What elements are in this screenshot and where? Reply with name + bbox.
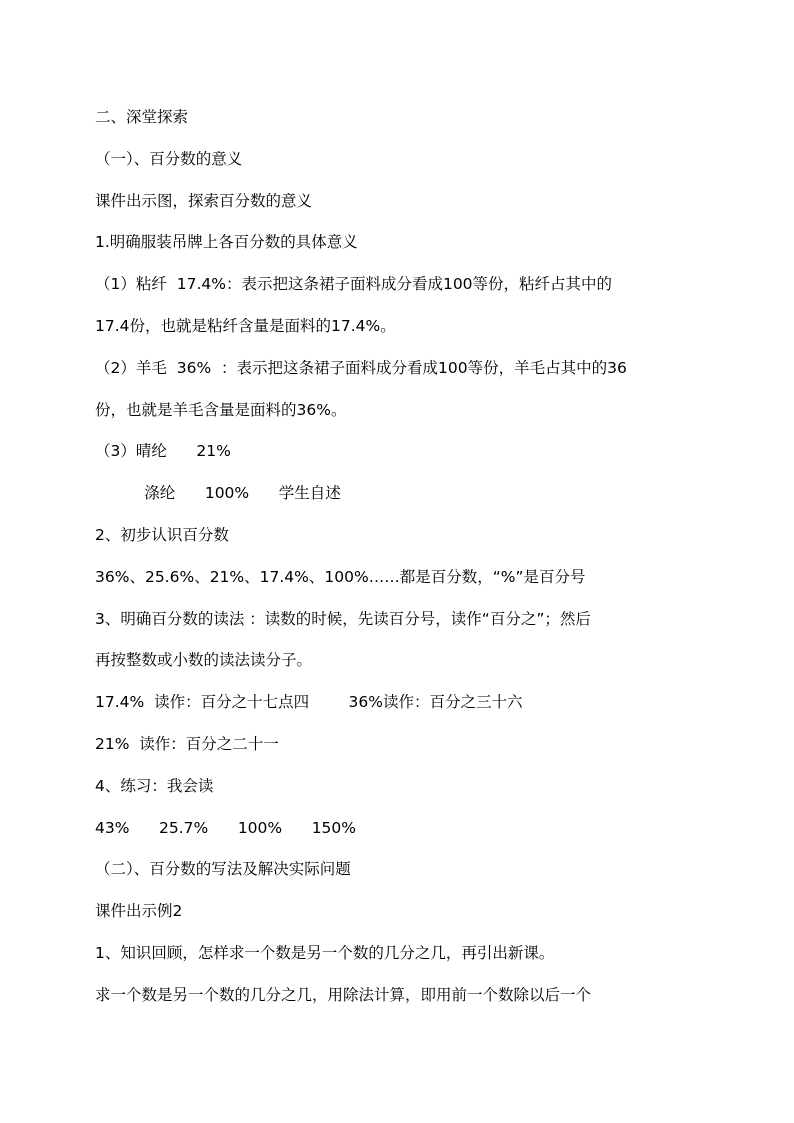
text-line: 17.4% 读作：百分之十七点四 36%读作：百分之三十六	[95, 693, 523, 712]
document-page	[95, 97, 710, 1017]
text-line: 3、明确百分数的读法 ：读数的时候，先读百分号，读作“百分之”；然后	[95, 609, 591, 628]
subsection-heading: （一）、百分数的意义	[95, 149, 243, 168]
text-line: 再按整数或小数的读法读分子。	[95, 651, 313, 670]
text-line: （1）粘纤 17.4%：表示把这条裙子面料成分看成100等份，粘纤占其中的	[95, 275, 613, 294]
text-line: 17.4份，也就是粘纤含量是面料的17.4%。	[95, 316, 396, 335]
text-line: 份，也就是羊毛含量是面料的36%。	[95, 400, 347, 419]
text-line: 1、知识回顾，怎样求一个数是另一个数的几分之几，再引出新课。	[95, 943, 555, 962]
text-line: 课件出示图，探索百分数的意义	[95, 191, 313, 210]
text-line: 4、练习：我会读	[95, 776, 214, 795]
text-line: 21% 读作：百分之二十一	[95, 734, 279, 753]
text-line: 36%、25.6%、21%、17.4%、100%……都是百分数，“%”是百分号	[95, 567, 586, 586]
text-line: （2）羊毛 36% ：表示把这条裙子面料成分看成100等份，羊毛占其中的36	[95, 358, 627, 377]
text-line: 2、初步认识百分数	[95, 525, 229, 544]
subsection-heading: （二）、百分数的写法及解决实际问题	[95, 860, 351, 879]
text-line: （3）晴纶 21%	[95, 442, 231, 461]
text-line: 求一个数是另一个数的几分之几，用除法计算，即用前一个数除以后一个	[95, 985, 592, 1004]
text-line: 43% 25.7% 100% 150%	[95, 818, 357, 837]
section-heading: 二、深堂探索	[95, 108, 189, 126]
text-line: 涤纶 100% 学生自述	[95, 484, 341, 503]
text-line: 1.明确服装吊牌上各百分数的具体意义	[95, 233, 358, 252]
text-line: 课件出示例2	[95, 902, 183, 921]
